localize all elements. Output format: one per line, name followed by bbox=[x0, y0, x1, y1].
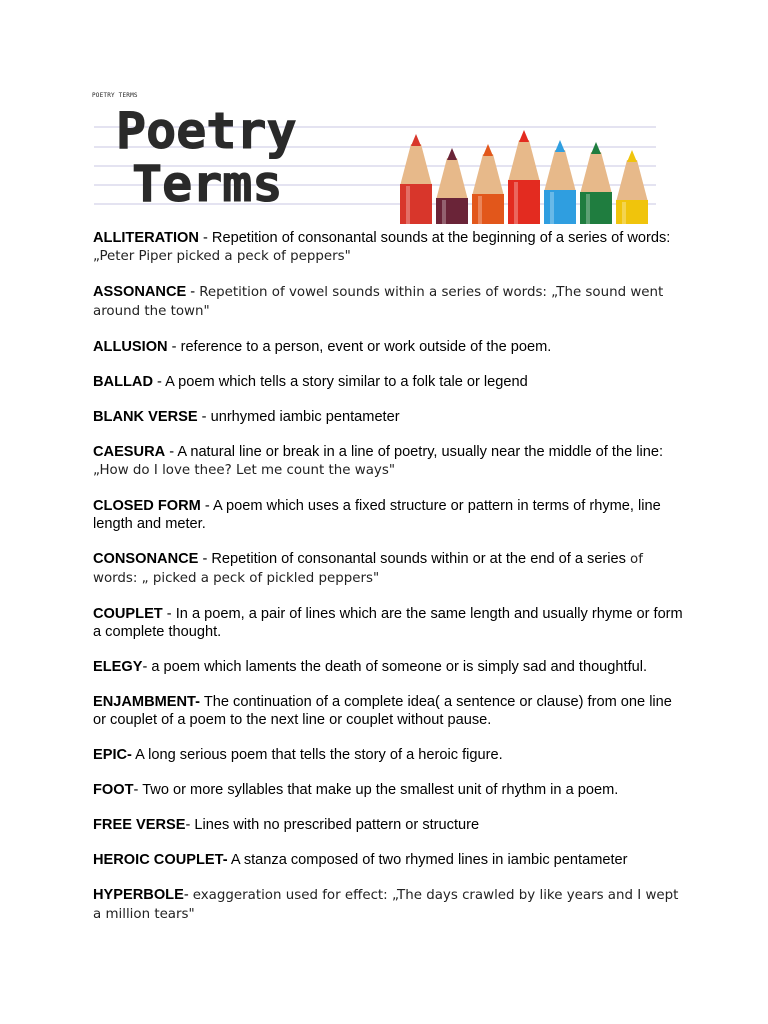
term-example: „How do I love thee? Let me count the ways" bbox=[93, 463, 395, 478]
term-definition: The continuation of a complete idea( a sentence or clause) from one line or couplet of a poem to the next line or couplet without pause. bbox=[93, 694, 672, 728]
term-entry bbox=[93, 781, 683, 799]
term-definition: Two or more syllables that make up the smallest unit of rhythm in a poem. bbox=[142, 782, 619, 798]
term-definition: A poem which uses a fixed structure or pattern in terms of rhyme, line length and meter. bbox=[93, 498, 661, 532]
poetry-terms-list bbox=[93, 229, 683, 941]
term-separator: - bbox=[142, 659, 152, 675]
term-name: ASSONANCE bbox=[93, 284, 187, 300]
term-entry bbox=[93, 851, 683, 869]
term-name: ELEGY bbox=[93, 659, 143, 675]
term-definition: Lines with no prescribed pattern or structure bbox=[194, 817, 480, 833]
term-entry bbox=[93, 605, 683, 641]
pencil bbox=[508, 130, 540, 224]
term-separator: - bbox=[198, 551, 212, 567]
term-entry bbox=[93, 283, 683, 321]
pencil bbox=[436, 148, 468, 224]
colored-pencils-illustration bbox=[400, 130, 648, 224]
pencil bbox=[544, 140, 576, 224]
term-example: „Peter Piper picked a peck of peppers" bbox=[93, 249, 351, 264]
term-name: ENJAMBMENT- bbox=[93, 694, 201, 710]
term-name: EPIC- bbox=[93, 747, 132, 763]
term-separator: - bbox=[153, 374, 166, 390]
term-entry bbox=[93, 816, 683, 834]
term-entry bbox=[93, 886, 683, 924]
term-separator: - bbox=[162, 606, 176, 622]
pencil bbox=[580, 142, 612, 224]
term-entry bbox=[93, 497, 683, 533]
term-separator: - bbox=[200, 498, 214, 514]
term-separator: - bbox=[133, 782, 143, 798]
term-entry bbox=[93, 746, 683, 764]
term-name: FREE VERSE bbox=[93, 817, 186, 833]
term-separator: - bbox=[165, 444, 178, 460]
term-name: ALLUSION bbox=[93, 339, 168, 355]
term-example: Repetition of vowel sounds within a series of words: „The sound went around the town" bbox=[93, 285, 664, 319]
term-definition: reference to a person, event or work outside of the poem. bbox=[180, 339, 552, 355]
term-separator: - bbox=[183, 887, 193, 903]
term-entry bbox=[93, 550, 683, 588]
term-entry bbox=[93, 443, 683, 480]
term-entry bbox=[93, 373, 683, 391]
term-definition: A natural line or break in a line of poetry, usually near the middle of the line: bbox=[177, 444, 664, 460]
term-entry bbox=[93, 338, 683, 356]
term-definition: unrhymed iambic pentameter bbox=[210, 409, 400, 425]
term-definition: a poem which laments the death of someone or is simply sad and thoughtful. bbox=[151, 659, 648, 675]
term-example: of words: „ picked a peck of pickled peppers" bbox=[93, 552, 643, 586]
term-entry bbox=[93, 693, 683, 729]
term-separator: - bbox=[167, 339, 181, 355]
pencil bbox=[472, 144, 504, 224]
term-separator: - bbox=[186, 284, 200, 300]
term-name: FOOT bbox=[93, 782, 134, 798]
term-name: CONSONANCE bbox=[93, 551, 199, 567]
banner-title-line1: Poetry bbox=[116, 102, 297, 160]
term-definition: Repetition of consonantal sounds within or at the end of a series bbox=[211, 551, 631, 567]
banner-title-line2: Terms bbox=[132, 155, 283, 213]
term-example: exaggeration used for effect: „The days crawled by like years and I wept a million tears" bbox=[93, 888, 679, 922]
term-separator: - bbox=[197, 409, 211, 425]
poetry-terms-banner bbox=[94, 100, 656, 224]
term-name: ALLITERATION bbox=[93, 230, 199, 246]
term-definition: Repetition of consonantal sounds at the beginning of a series of words: bbox=[211, 230, 671, 246]
pencil bbox=[616, 150, 648, 224]
term-name: BLANK VERSE bbox=[93, 409, 198, 425]
term-name: CAESURA bbox=[93, 444, 166, 460]
term-name: COUPLET bbox=[93, 606, 163, 622]
term-definition: A poem which tells a story similar to a folk tale or legend bbox=[165, 374, 528, 390]
term-separator: - bbox=[198, 230, 212, 246]
term-name: HEROIC COUPLET- bbox=[93, 852, 228, 868]
term-name: CLOSED FORM bbox=[93, 498, 201, 514]
term-separator: - bbox=[185, 817, 195, 833]
term-definition: A stanza composed of two rhymed lines in iambic pentameter bbox=[230, 852, 628, 868]
term-name: BALLAD bbox=[93, 374, 153, 390]
term-entry bbox=[93, 408, 683, 426]
term-definition: A long serious poem that tells the story of a heroic figure. bbox=[135, 747, 503, 763]
term-entry bbox=[93, 658, 683, 676]
term-definition: In a poem, a pair of lines which are the same length and usually rhyme or form a complete thought. bbox=[93, 606, 683, 640]
term-entry bbox=[93, 229, 683, 266]
small-heading-label: POETRY TERMS bbox=[92, 92, 138, 99]
term-name: HYPERBOLE bbox=[93, 887, 184, 903]
